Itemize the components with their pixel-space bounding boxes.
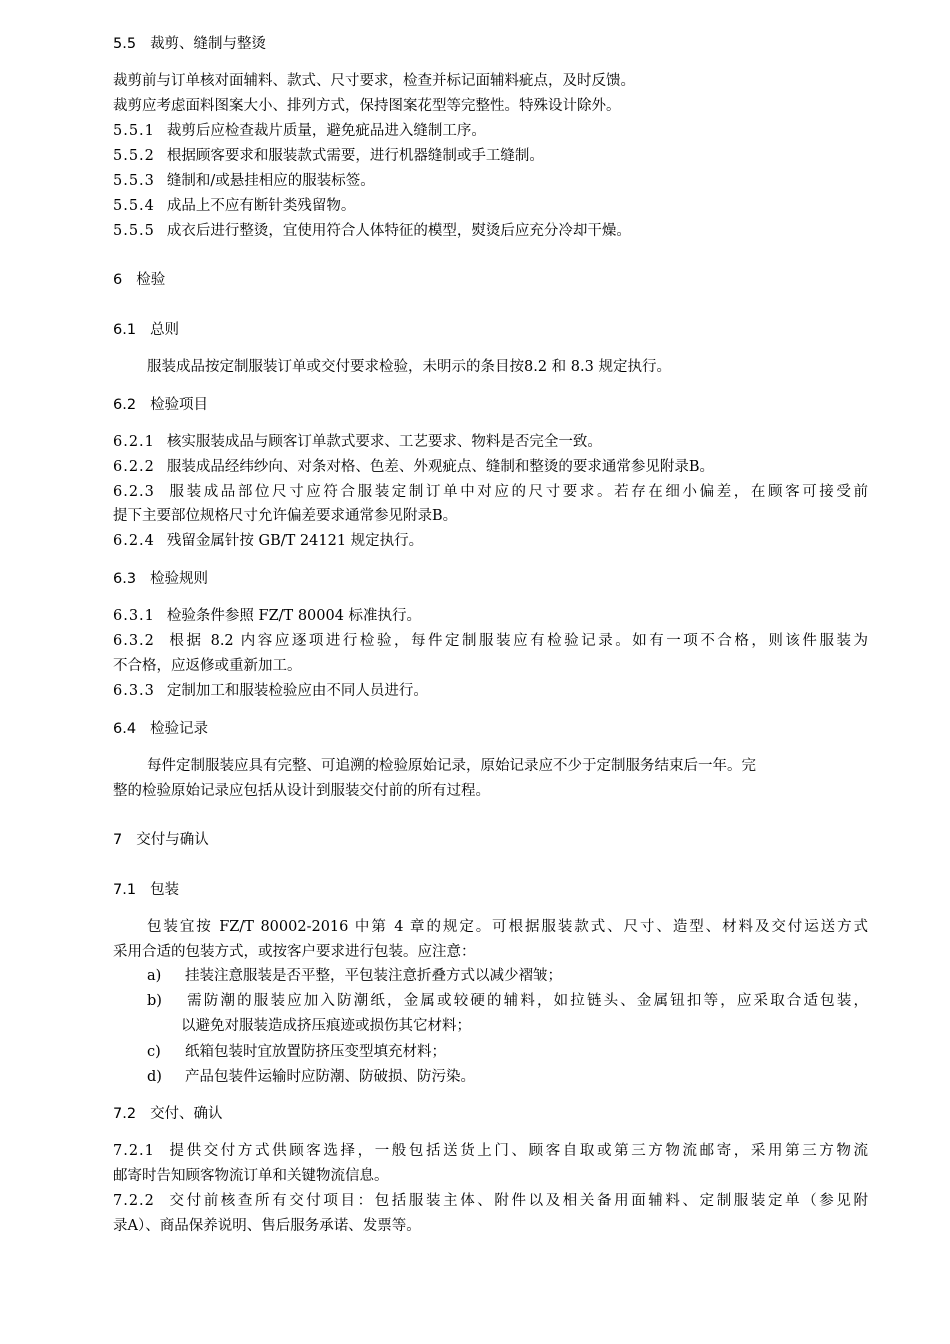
list-text-continued: 以避免对服装造成挤压痕迹或损伤其它材料；	[181, 1018, 471, 1034]
section-number: 7.2	[113, 1106, 137, 1122]
clause-text: 交付前核查所有交付项目：包括服装主体、附件以及相关备用面辅料、定制服装定单（参见附	[166, 1193, 868, 1209]
section-title: 交付、确认	[150, 1106, 223, 1122]
paragraph-continued: 整的检验原始记录应包括从设计到服装交付前的所有过程。	[113, 783, 490, 799]
list-text: 挂装注意服装是否平整，平包装注意折叠方式以减少褶皱；	[185, 968, 562, 984]
clause-text: 服装成品部位尺寸应符合服装定制订单中对应的尺寸要求。若存在细小偏差，在顾客可接受前	[166, 484, 868, 500]
clause-5-5-1	[113, 121, 486, 141]
clause-text: 检验条件参照 FZ/T 80004 标准执行。	[166, 608, 422, 624]
section-number: 6.2	[113, 397, 137, 413]
chapter-title: 交付与确认	[136, 832, 209, 848]
clause-5-5-4	[113, 196, 355, 216]
paragraph-continued: 采用合适的包装方式，或按客户要求进行包装。应注意：	[113, 944, 476, 960]
clause-text: 缝制和/或悬挂相应的服装标签。	[166, 173, 375, 189]
clause-number: 6.2.1	[113, 434, 155, 450]
clause-5-5-2	[113, 146, 544, 166]
clause-5-5-5	[113, 221, 631, 241]
clause-6-3-2	[113, 631, 868, 651]
clause-number: 5.5.2	[113, 148, 155, 164]
section-number: 6.1	[113, 322, 137, 338]
section-number: 5.5	[113, 36, 137, 52]
clause-text: 定制加工和服装检验应由不同人员进行。	[166, 683, 428, 699]
clause-6-2-1	[113, 432, 602, 452]
list-text: 产品包装件运输时应防潮、防破损、防污染。	[185, 1069, 475, 1085]
clause-text: 裁剪后应检查裁片质量，避免疵品进入缝制工序。	[166, 123, 486, 139]
clause-number: 6.2.4	[113, 533, 155, 549]
clause-number: 6.2.3	[113, 484, 155, 500]
clause-6-3-1	[113, 606, 421, 626]
paragraph: 裁剪应考虑面料图案大小、排列方式，保持图案花型等完整性。特殊设计除外。	[113, 98, 621, 114]
clause-7-2-2	[113, 1191, 868, 1211]
paragraph: 每件定制服装应具有完整、可追溯的检验原始记录，原始记录应不少于定制服务结束后一年。完	[147, 758, 756, 774]
list-item-a	[147, 966, 562, 986]
list-label: c)	[147, 1044, 161, 1060]
section-number: 7.1	[113, 882, 137, 898]
paragraph: 裁剪前与订单核对面辅料、款式、尺寸要求，检查并标记面辅料疵点，及时反馈。	[113, 73, 635, 89]
paragraph: 服装成品按定制服装订单或交付要求检验，未明示的条目按8.2 和 8.3 规定执行。	[147, 359, 671, 375]
chapter-7-heading	[113, 830, 209, 850]
clause-number: 5.5.3	[113, 173, 155, 189]
clause-text: 成品上不应有断针类残留物。	[166, 198, 356, 214]
clause-text: 根据 8.2 内容应逐项进行检验，每件定制服装应有检验记录。如有一项不合格，则该件服装为	[166, 633, 868, 649]
section-6-4-heading	[113, 719, 208, 739]
section-number: 6.3	[113, 571, 137, 587]
paragraph: 包装宜按 FZ/T 80002-2016 中第 4 章的规定。可根据服装款式、尺寸、造型、材料及交付运送方式	[147, 919, 868, 935]
clause-number: 5.5.5	[113, 223, 155, 239]
section-7-2-heading	[113, 1104, 223, 1124]
section-5-5-heading	[113, 34, 266, 54]
section-title: 总则	[150, 322, 180, 338]
clause-number: 6.3.3	[113, 683, 155, 699]
clause-text: 提供交付方式供顾客选择，一般包括送货上门、顾客自取或第三方物流邮寄，采用第三方物流	[166, 1143, 868, 1159]
clause-text: 残留金属针按 GB/T 24121 规定执行。	[166, 533, 424, 549]
section-title: 检验记录	[150, 721, 209, 737]
section-title: 裁剪、缝制与整烫	[150, 36, 267, 52]
clause-number: 7.2.1	[113, 1143, 155, 1159]
section-number: 6.4	[113, 721, 137, 737]
clause-text: 根据顾客要求和服装款式需要，进行机器缝制或手工缝制。	[166, 148, 544, 164]
clause-text: 服装成品经纬纱向、对条对格、色差、外观疵点、缝制和整烫的要求通常参见附录B。	[166, 459, 715, 475]
section-6-2-heading	[113, 395, 208, 415]
list-label: a)	[147, 968, 162, 984]
list-text: 纸箱包装时宜放置防挤压变型填充材料；	[185, 1044, 446, 1060]
clause-number: 5.5.4	[113, 198, 155, 214]
clause-6-2-2	[113, 457, 714, 477]
list-label: b)	[147, 993, 162, 1009]
clause-text-continued: 提下主要部位规格尺寸允许偏差要求通常参见附录B。	[113, 508, 458, 524]
list-item-c	[147, 1042, 446, 1062]
list-label: d)	[147, 1069, 162, 1085]
list-text: 需防潮的服装应加入防潮纸，金属或较硬的辅料，如拉链头、金属钮扣等，应采取合适包装，	[185, 993, 868, 1009]
section-title: 检验项目	[150, 397, 209, 413]
clause-number: 6.2.2	[113, 459, 155, 475]
clause-text: 成衣后进行整烫，宜使用符合人体特征的模型，熨烫后应充分冷却干燥。	[166, 223, 631, 239]
clause-number: 5.5.1	[113, 123, 155, 139]
clause-7-2-1	[113, 1141, 868, 1161]
clause-number: 6.3.2	[113, 633, 155, 649]
chapter-title: 检验	[136, 272, 166, 288]
clause-number: 7.2.2	[113, 1193, 155, 1209]
chapter-number: 6	[113, 272, 123, 288]
clause-number: 6.3.1	[113, 608, 155, 624]
section-title: 包装	[150, 882, 180, 898]
list-item-d	[147, 1067, 475, 1087]
clause-text-continued: 录A）、商品保养说明、售后服务承诺、发票等。	[113, 1218, 421, 1234]
clause-6-3-3	[113, 681, 428, 701]
section-6-1-heading	[113, 320, 179, 340]
chapter-6-heading	[113, 270, 165, 290]
clause-text-continued: 邮寄时告知顾客物流订单和关键物流信息。	[113, 1168, 389, 1184]
clause-5-5-3	[113, 171, 375, 191]
chapter-number: 7	[113, 832, 123, 848]
list-item-b	[147, 991, 868, 1011]
section-title: 检验规则	[150, 571, 209, 587]
clause-6-2-4	[113, 531, 423, 551]
clause-text-continued: 不合格，应返修或重新加工。	[113, 658, 302, 674]
section-7-1-heading	[113, 880, 179, 900]
clause-6-2-3	[113, 482, 868, 502]
section-6-3-heading	[113, 569, 208, 589]
clause-text: 核实服装成品与顾客订单款式要求、工艺要求、物料是否完全一致。	[166, 434, 602, 450]
